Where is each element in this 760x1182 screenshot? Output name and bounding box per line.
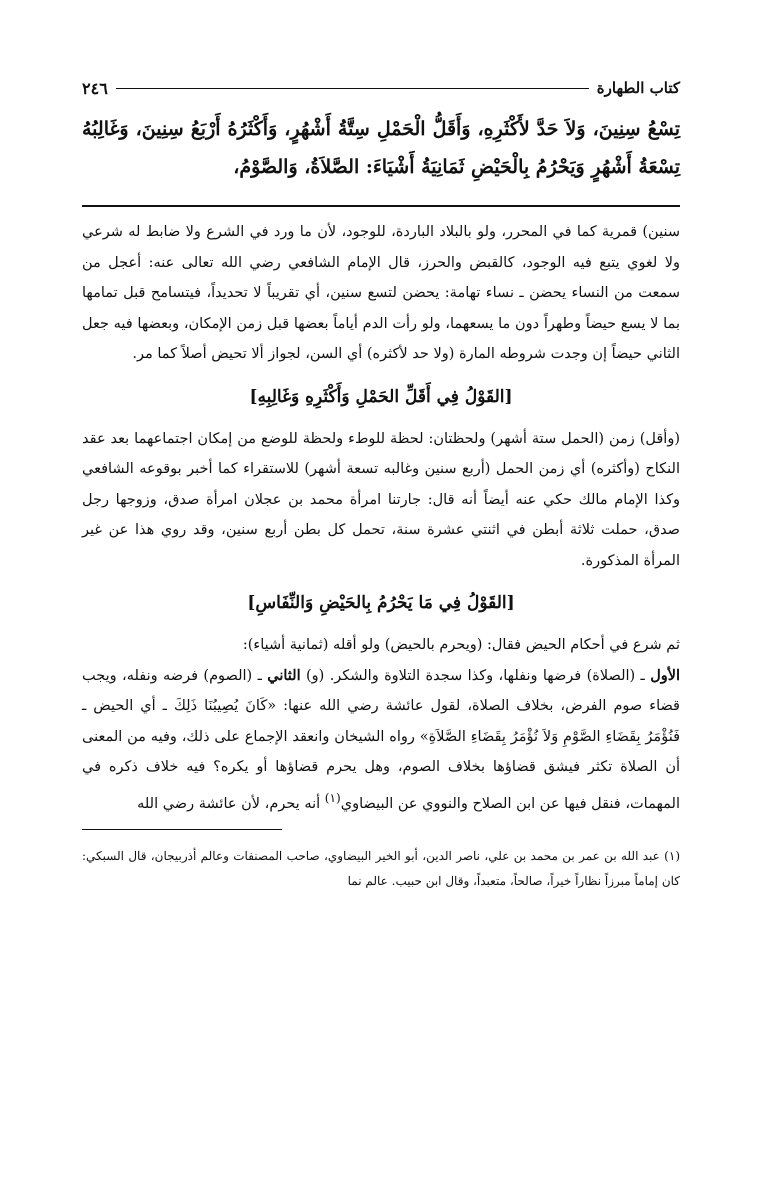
footnote-marker[interactable]: (١) bbox=[324, 790, 341, 805]
first-item-label: الأول bbox=[650, 666, 681, 684]
page-header bbox=[82, 74, 680, 102]
section-heading-pregnancy: [القَوْلُ فِي أَقَلِّ الحَمْلِ وَأَكْثَرِهِ وَغَالِبِهِ] bbox=[249, 386, 513, 407]
footnote-1: (١) عبد الله بن عمر بن محمد بن علي، ناصر الدين، أبو الخير البيضاوي، صاحب المصنفات وعالم أذربيجان، قال السبكي: كان إماماً مبرزاً نظاراً خيراً، صالحاً، متعبداً، وقال ابن حبيب. عالم نما bbox=[82, 848, 680, 888]
section-heading-prohibitions: [القَوْلُ فِي مَا يَحْرُمُ بِالحَيْضِ وَالنِّفَاسِ] bbox=[247, 593, 515, 613]
commentary-paragraph-3 bbox=[82, 630, 680, 819]
header-rule bbox=[116, 88, 589, 89]
commentary-paragraph-1: سنين) قمرية كما في المحرر، ولو بالبلاد الباردة، للوجود، لأن ما ورد في الشرع ولا ضابط له شرعي ولا لغوي يتبع فيه الوجود، كالقبض والحرز، قال الإمام الشافعي رضي الله تعالى عنه: أعجل من سمعت من النساء يحضن ـ نساء تهامة: يحضن لتسع سنين، أي تقريباً لا تحديداً، فيتسامح قبل تمامها بما لا يسع حيضاً وطهراً دون ما يسعهما، ولو رأت الدم أياماً بعضها قبل زمن الإمكان، وبعضها فيه جعل الثاني حيضاً إن وجدت شروطه المارة (ولا حد لأكثره) أي السن، لجواز ألا تحيض أصلاً كما مر. bbox=[82, 224, 680, 362]
book-title: كتاب الطهارة bbox=[596, 79, 680, 97]
second-item-text: ـ (الصوم) فرضه ونفله، ويجب قضاء صوم الفرض، بخلاف الصلاة، لقول عائشة رضي الله عنها: «كَانَ يُصِيبُنَا ذَلِكَ ـ أي الحيض ـ فَنُؤْمَرُ بِقَضَاءِ الصَّوْمِ وَلاَ نُؤْمَرُ بِقَضَاءِ الصَّلاَةِ» رواه الشيخان وانعقد الإجماع على ذلك، وفيه من المعنى أن الصلاة تكثر فيشق قضاؤها بخلاف الصوم، وهل يحرم قضاؤها أو يكره؟ فيه خلاف ذكره في المهمات، فنقل فيها عن ابن الصلاح والنووي عن البيضاوي bbox=[82, 667, 680, 812]
matn-text: تِسْعُ سِنِينَ، وَلاَ حَدَّ لأَكْثَرِهِ، وَأَقَلُّ الْحَمْلِ سِتَّةُ أَشْهُرٍ، وَأَكْثَرُهُ أَرْبَعُ سِنِينَ، وَغَالِبُهُ تِسْعَةُ أَشْهُرٍ وَيَحْرُمُ بِالْحَيْضِ ثَمَانِيَةُ أَشْيَاءَ: الصَّلاَةُ، وَالصَّوْمُ، bbox=[82, 118, 680, 178]
book-page bbox=[82, 74, 680, 894]
matn-separator bbox=[82, 205, 680, 207]
paragraph-3-intro: ثم شرع في أحكام الحيض فقال: (ويحرم بالحيض) ولو أقله (ثمانية أشياء): bbox=[242, 637, 680, 653]
commentary-paragraph-2: (وأقل) زمن (الحمل ستة أشهر) ولحظتان: لحظة للوطء ولحظة للوضع من إمكان اجتماعهما بعد عقد النكاح (وأكثره) أي زمن الحمل (أربع سنين وغالبه تسعة أشهر) للاستقراء كما أخبر بوقوعه الشافعي وكذا الإمام مالك حكي عنه أيضاً أنه قال: جارتنا امرأة محمد بن عجلان امرأة صدق، وزوجها رجل صدق، حملت ثلاثة أبطن في اثنتي عشرة سنة، تحمل كل بطن أربع سنين، وقد روي هذا عن غير المرأة المذكورة. bbox=[82, 430, 680, 569]
second-item-label: الثاني bbox=[267, 666, 301, 684]
page-number: ٢٤٦ bbox=[82, 78, 108, 98]
paragraph-3-end: أنه يحرم، لأن عائشة رضي الله bbox=[137, 795, 325, 812]
first-item-text: ـ (الصلاة) فرضها ونفلها، وكذا سجدة التلاوة والشكر. (و) bbox=[306, 667, 645, 684]
footnote-separator bbox=[82, 829, 282, 830]
